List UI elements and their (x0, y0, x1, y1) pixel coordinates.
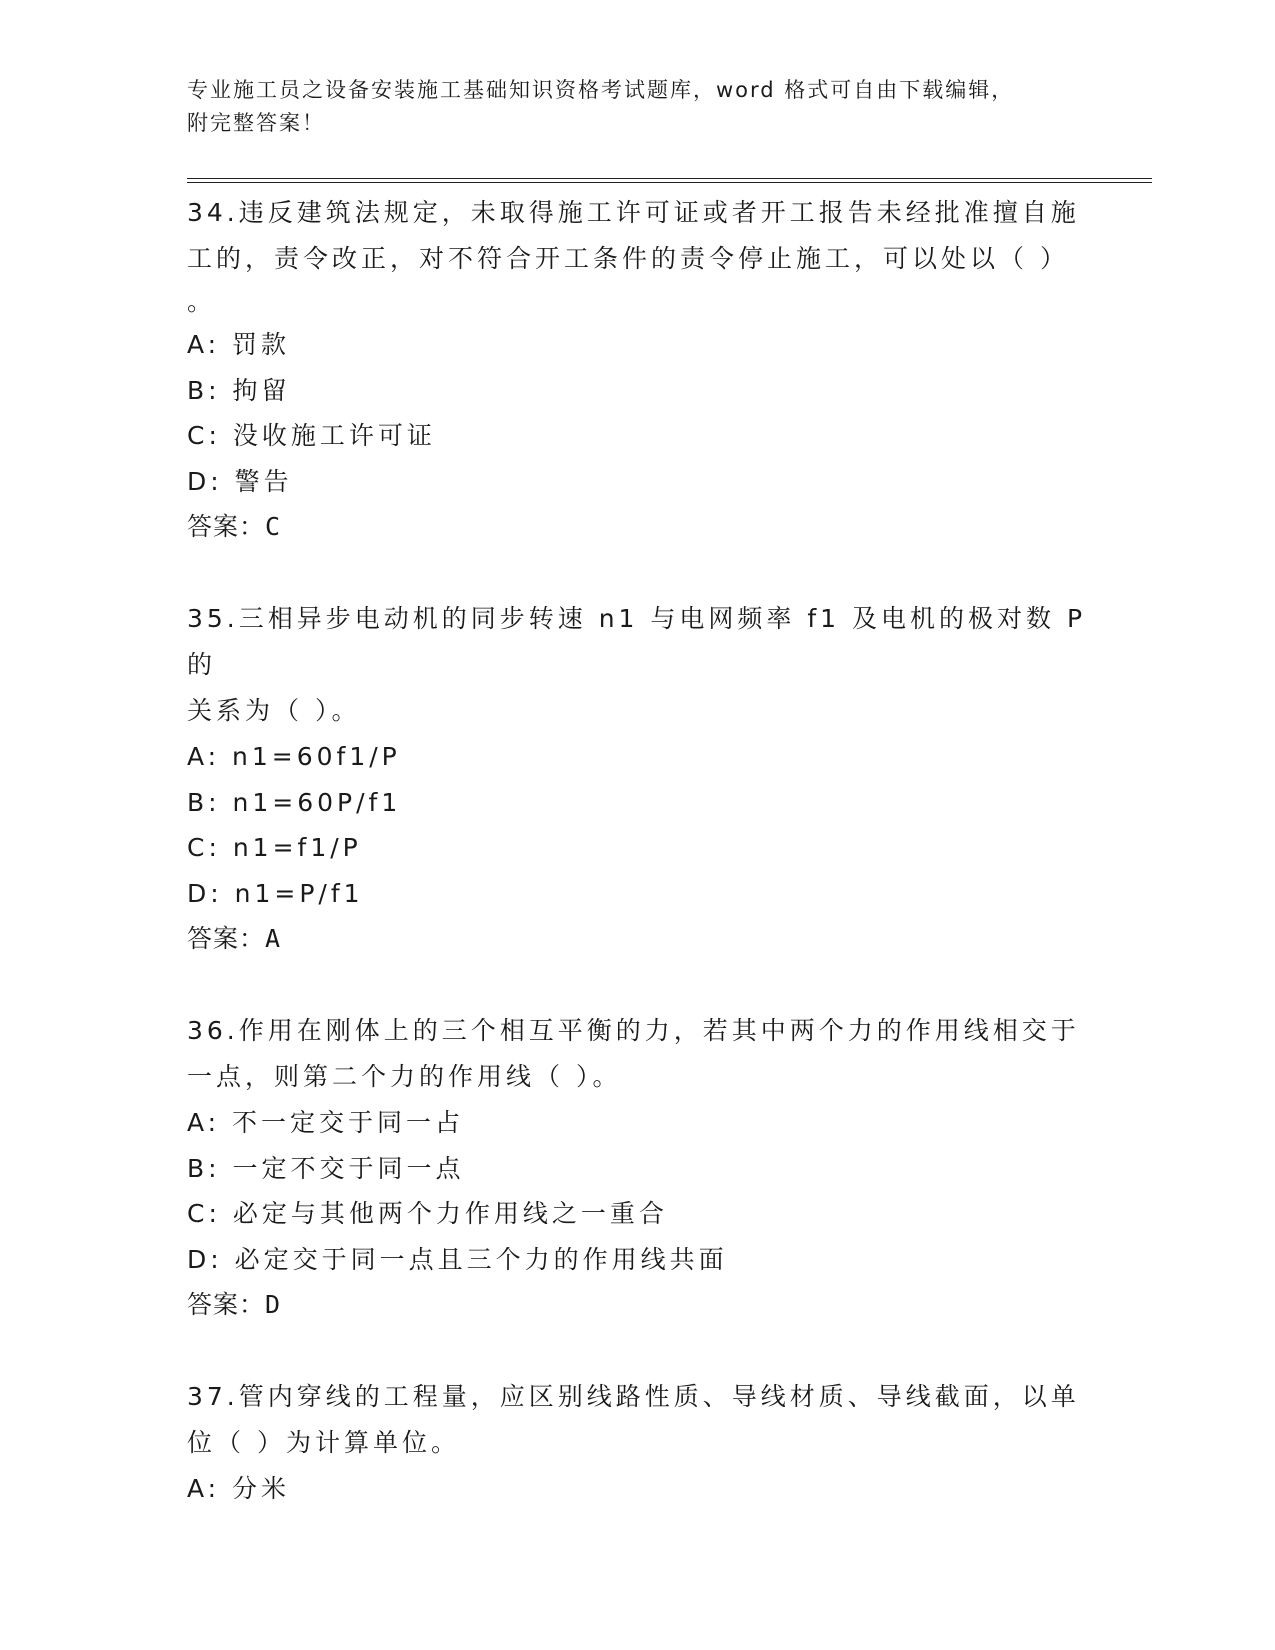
header-divider-bottom (187, 182, 1152, 183)
question-stem-tail: 。 (187, 287, 217, 316)
question-stem-line: 36.作用在刚体上的三个相互平衡的力，若其中两个力的作用线相交于 (187, 1016, 1080, 1045)
question-stem-line: 35.三相异步电动机的同步转速 n1 与电网频率 f1 及电机的极对数 P 的 (187, 604, 1087, 679)
option-a: A: 分米 (187, 1474, 291, 1503)
question-stem-line: 关系为（ ）。 (187, 696, 361, 725)
option-d: D: n1=P/f1 (187, 878, 364, 908)
option-d: D: 必定交于同一点且三个力的作用线共面 (187, 1244, 728, 1274)
option-c: C: n1=f1/P (187, 833, 362, 862)
header-line-2: 附完整答案！ (187, 111, 325, 135)
header-divider-top (187, 178, 1152, 179)
header-line-1: 专业施工员之设备安装施工基础知识资格考试题库，word 格式可自由下载编辑， (187, 78, 1015, 102)
option-d: D: 警告 (187, 466, 293, 496)
option-a: A: n1=60f1/P (187, 742, 401, 771)
option-b: B: n1=60P/f1 (187, 787, 402, 817)
question-35 (187, 596, 1087, 962)
question-34 (187, 190, 1087, 550)
question-stem-line: 位（ ）为计算单位。 (187, 1428, 460, 1457)
answer-line: 答案：C (187, 512, 282, 541)
answer-line: 答案：A (187, 924, 282, 953)
option-a: A: 不一定交于同一占 (187, 1108, 465, 1137)
question-stem-line: 34.违反建筑法规定，未取得施工许可证或者开工报告未经批准擅自施 (187, 198, 1080, 227)
document-header (187, 74, 1067, 140)
option-c: C: 没收施工许可证 (187, 421, 436, 450)
question-37 (187, 1374, 1087, 1512)
question-stem-line: 工的，责令改正，对不符合开工条件的责令停止施工，可以处以（ ） (187, 244, 1069, 273)
question-stem-line: 一点，则第二个力的作用线（ ）。 (187, 1062, 622, 1091)
option-b: B: 拘留 (187, 375, 291, 405)
answer-line: 答案：D (187, 1290, 282, 1319)
question-36 (187, 1008, 1087, 1328)
option-c: C: 必定与其他两个力作用线之一重合 (187, 1199, 668, 1228)
question-stem-line: 37.管内穿线的工程量，应区别线路性质、导线材质、导线截面，以单 (187, 1382, 1080, 1411)
question-list (187, 190, 1087, 1558)
option-b: B: 一定不交于同一点 (187, 1153, 465, 1183)
option-a: A: 罚款 (187, 330, 291, 359)
